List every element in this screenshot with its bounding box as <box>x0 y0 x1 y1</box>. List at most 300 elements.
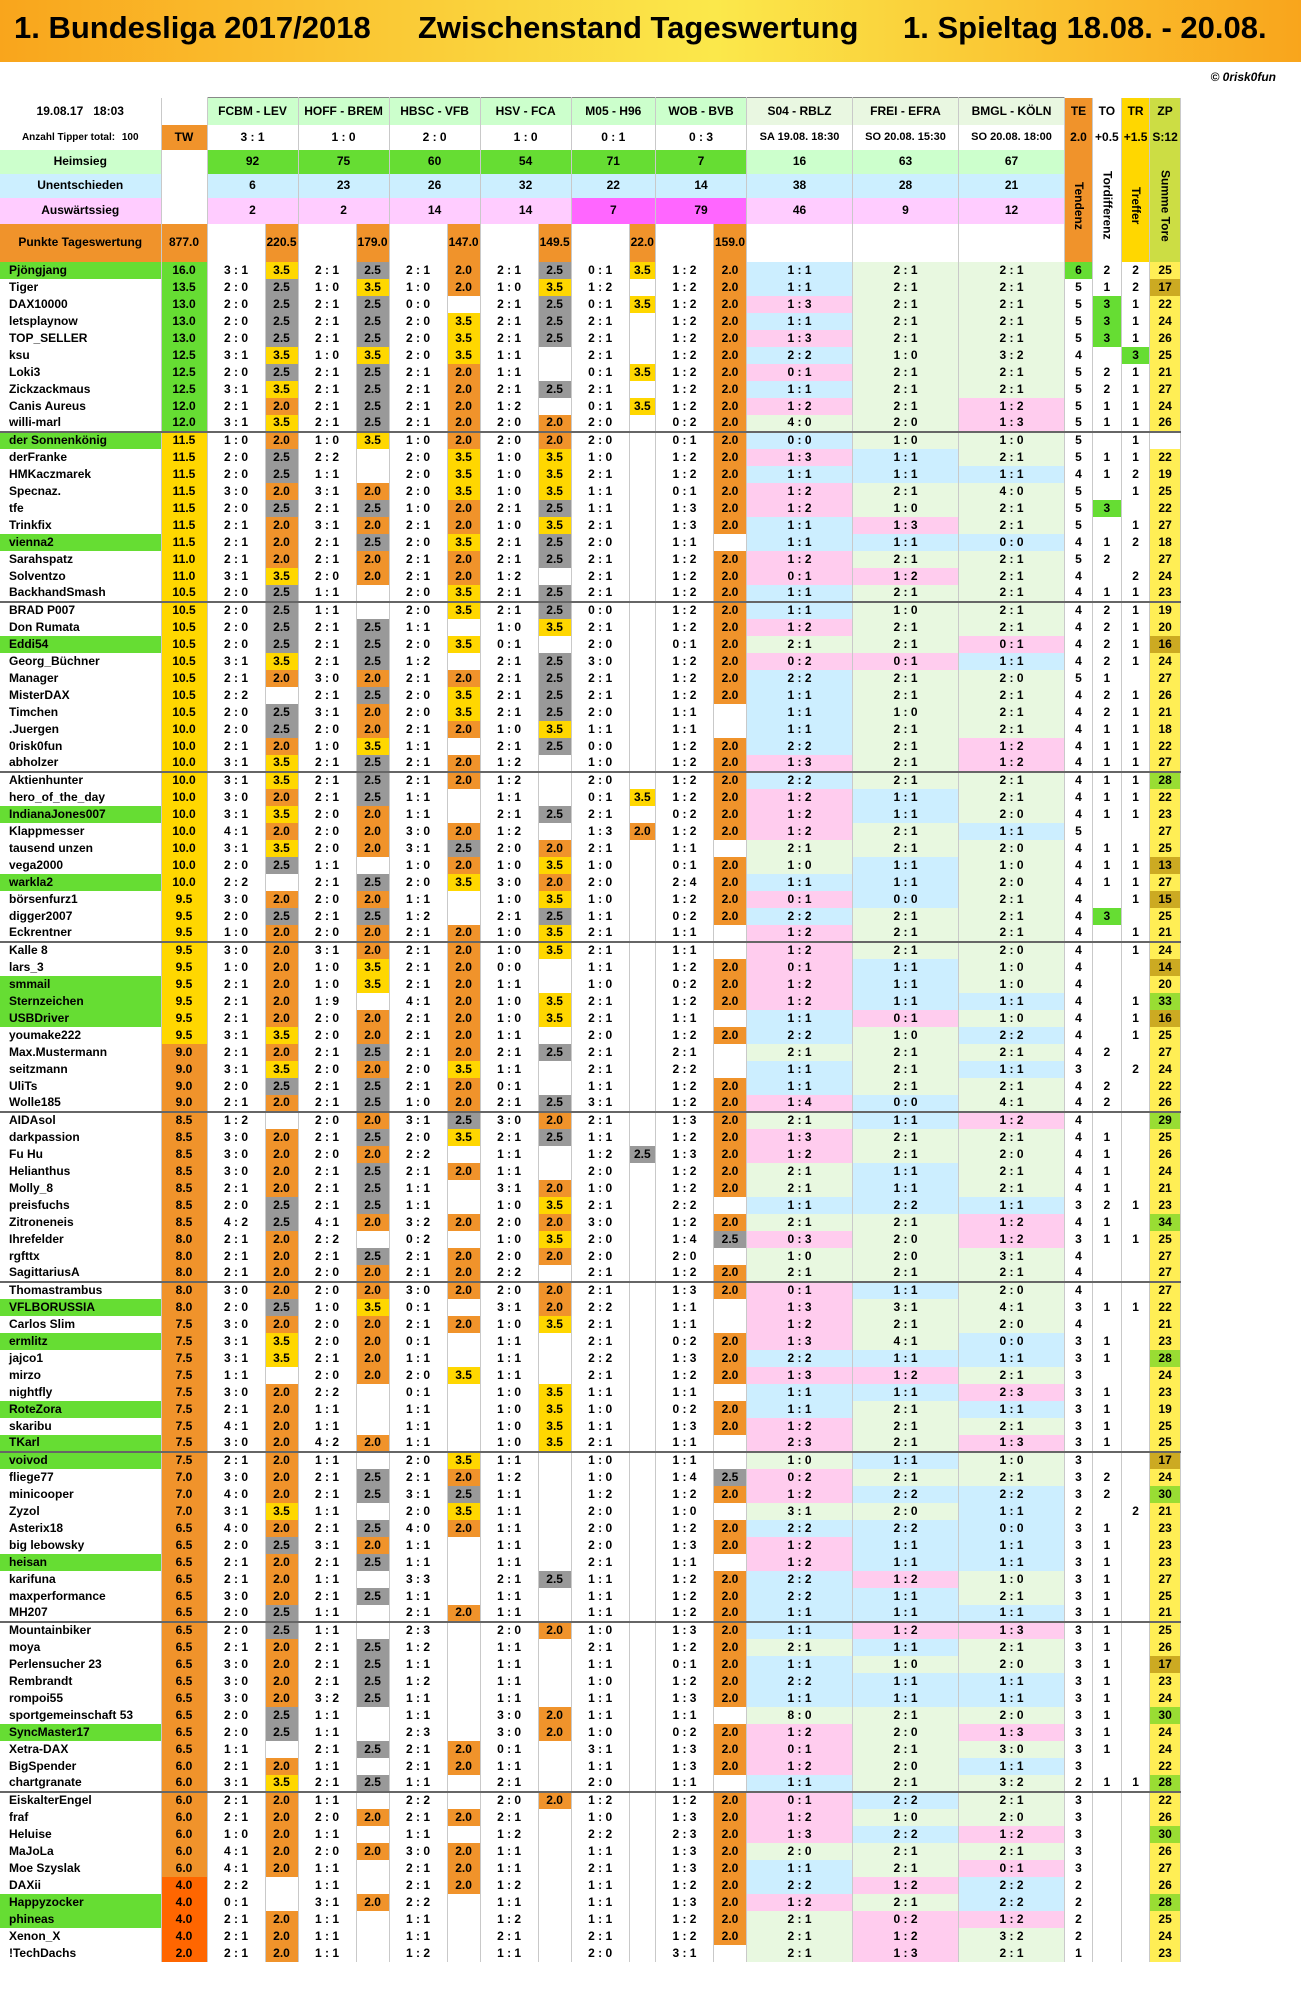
tip-score: 2 : 1 <box>480 534 538 551</box>
tipper-name: fraf <box>0 1809 161 1826</box>
tipper-name: Eckrentner <box>0 925 161 942</box>
tip-points: 3.5 <box>447 602 480 619</box>
tip-points <box>538 1690 571 1707</box>
tip-score: 2 : 1 <box>298 381 356 398</box>
open-tip: 1 : 3 <box>747 1129 853 1146</box>
tip-points: 2.0 <box>447 1520 480 1537</box>
tip-score: 0 : 1 <box>655 857 713 874</box>
tip-score: 1 : 0 <box>298 347 356 364</box>
banner-league: 1. Bundesliga 2017/2018 <box>14 10 371 45</box>
tr-count: 1 <box>1121 1299 1150 1316</box>
tip-points <box>629 993 655 1010</box>
tipper-name: der Sonnenkönig <box>0 432 161 449</box>
tip-score: 1 : 1 <box>389 891 447 908</box>
tip-points: 2.5 <box>265 500 298 517</box>
tr-count <box>1121 1605 1150 1622</box>
tip-points: 2.0 <box>713 500 746 517</box>
tip-score: 1 : 1 <box>389 1350 447 1367</box>
to-count: 2 <box>1093 602 1122 619</box>
tip-points: 2.0 <box>713 670 746 687</box>
tip-score: 2 : 1 <box>571 330 629 347</box>
zp-count: 25 <box>1150 908 1180 925</box>
tip-points <box>538 959 571 976</box>
te-count: 3 <box>1065 1741 1093 1758</box>
tip-points: 2.5 <box>265 1537 298 1554</box>
tip-points: 2.0 <box>538 1248 571 1265</box>
to-count: 2 <box>1093 551 1122 568</box>
tagesw-points: 10.0 <box>161 738 207 755</box>
tip-points: 2.0 <box>713 1486 746 1503</box>
tip-points: 3.5 <box>447 483 480 500</box>
tip-points: 2.0 <box>356 925 389 942</box>
tagesw-points: 8.5 <box>161 1163 207 1180</box>
tip-score: 2 : 1 <box>298 1095 356 1112</box>
tip-score: 3 : 1 <box>298 1894 356 1911</box>
zp-count: 22 <box>1150 500 1180 517</box>
tip-points <box>629 1384 655 1401</box>
tipper-name: jajco1 <box>0 1350 161 1367</box>
tip-score: 3 : 0 <box>207 1673 265 1690</box>
to-count: 1 <box>1093 1299 1122 1316</box>
tip-score: 2 : 0 <box>389 1503 447 1520</box>
tip-points: 2.0 <box>447 1605 480 1622</box>
tip-points: 2.0 <box>447 1027 480 1044</box>
tip-score: 1 : 2 <box>571 1486 629 1503</box>
tip-points: 2.5 <box>356 619 389 636</box>
tr-count <box>1121 1758 1150 1775</box>
table-row <box>0 755 1180 772</box>
tip-points <box>538 1809 571 1826</box>
tip-points: 2.0 <box>265 1163 298 1180</box>
tip-score: 2 : 0 <box>207 619 265 636</box>
tip-score: 1 : 0 <box>571 1724 629 1741</box>
tip-score: 2 : 0 <box>207 636 265 653</box>
to-count: 1 <box>1093 1622 1122 1639</box>
tip-points <box>629 1673 655 1690</box>
tip-points: 2.0 <box>265 398 298 415</box>
tip-score: 2 : 0 <box>207 721 265 738</box>
tip-score: 2 : 1 <box>207 551 265 568</box>
open-tip: 2 : 1 <box>853 772 959 789</box>
te-count: 4 <box>1065 993 1093 1010</box>
table-row <box>0 993 1180 1010</box>
tipper-name: 0risk0fun <box>0 738 161 755</box>
tip-score: 2 : 1 <box>480 704 538 721</box>
open-tip: 2 : 1 <box>747 1180 853 1197</box>
tip-points: 2.0 <box>447 1044 480 1061</box>
ausw-count: 14 <box>389 198 480 224</box>
open-tip: 1 : 3 <box>959 1435 1065 1452</box>
tip-score: 2 : 1 <box>207 1792 265 1809</box>
tip-score: 1 : 1 <box>298 1707 356 1724</box>
banner-subtitle: Zwischenstand Tageswertung <box>418 10 859 45</box>
open-tip: 1 : 1 <box>853 959 959 976</box>
tip-score: 1 : 1 <box>389 619 447 636</box>
tip-score: 2 : 1 <box>389 381 447 398</box>
tip-score: 1 : 1 <box>480 1605 538 1622</box>
tip-points: 2.5 <box>538 500 571 517</box>
te-count: 2 <box>1065 1775 1093 1792</box>
tr-count <box>1121 1894 1150 1911</box>
tip-points: 3.5 <box>447 585 480 602</box>
zp-count: 24 <box>1150 1469 1180 1486</box>
punkte-blank <box>747 224 853 262</box>
tr-count: 2 <box>1121 466 1150 483</box>
zp-count: 21 <box>1150 1503 1180 1520</box>
tipper-name: Moe Szyslak <box>0 1860 161 1877</box>
tip-score: 3 : 1 <box>207 1503 265 1520</box>
tip-score: 1 : 1 <box>571 959 629 976</box>
tip-score: 2 : 1 <box>298 1469 356 1486</box>
open-tip: 1 : 2 <box>747 1809 853 1826</box>
tip-score: 2 : 1 <box>298 1588 356 1605</box>
tipper-name: DAXii <box>0 1877 161 1894</box>
tip-points: 2.0 <box>538 1180 571 1197</box>
tr-count: 1 <box>1121 1027 1150 1044</box>
tip-points <box>538 976 571 993</box>
tr-count: 3 <box>1121 347 1150 364</box>
punkte-match: 220.5 <box>265 224 298 262</box>
open-tip: 1 : 2 <box>853 1571 959 1588</box>
tagesw-points: 9.5 <box>161 908 207 925</box>
open-tip: 2 : 1 <box>959 585 1065 602</box>
tip-score: 4 : 2 <box>298 1435 356 1452</box>
open-tip: 2 : 3 <box>747 1435 853 1452</box>
tr-count <box>1121 1112 1150 1129</box>
te-count: 4 <box>1065 1112 1093 1129</box>
tipper-name: nightfly <box>0 1384 161 1401</box>
open-tip: 1 : 1 <box>959 1401 1065 1418</box>
unent-count: 28 <box>853 174 959 198</box>
tip-points <box>538 1877 571 1894</box>
match-header: FREI - EFRA <box>853 98 959 125</box>
tagesw-points: 6.5 <box>161 1724 207 1741</box>
tip-score: 1 : 1 <box>480 1367 538 1384</box>
open-tip: 2 : 1 <box>853 313 959 330</box>
tip-points <box>538 1367 571 1384</box>
to-count: 1 <box>1093 1724 1122 1741</box>
open-tip: 2 : 1 <box>959 1945 1065 1962</box>
zp-count: 23 <box>1150 585 1180 602</box>
tip-points: 2.0 <box>447 1469 480 1486</box>
te-header: TE <box>1065 98 1093 125</box>
tipper-name: derFranke <box>0 449 161 466</box>
zp-count: 23 <box>1150 1333 1180 1350</box>
tip-points: 2.5 <box>265 1078 298 1095</box>
tip-points <box>713 1945 746 1962</box>
tip-score: 2 : 1 <box>298 653 356 670</box>
table-row <box>0 687 1180 704</box>
tip-points: 2.0 <box>265 1860 298 1877</box>
open-tip: 1 : 1 <box>853 1588 959 1605</box>
tip-points <box>356 1622 389 1639</box>
tip-score: 1 : 3 <box>655 1418 713 1435</box>
unent-label: Unentschieden <box>0 174 161 198</box>
tip-points: 3.5 <box>356 279 389 296</box>
tip-points: 2.5 <box>265 857 298 874</box>
tip-points: 2.5 <box>356 1197 389 1214</box>
tip-points <box>713 1435 746 1452</box>
tip-score: 2 : 0 <box>389 1367 447 1384</box>
tip-score: 1 : 1 <box>571 1877 629 1894</box>
te-count: 3 <box>1065 1231 1093 1248</box>
table-row <box>0 381 1180 398</box>
tip-score: 1 : 1 <box>480 1945 538 1962</box>
tip-score: 2 : 0 <box>389 704 447 721</box>
tipper-name: BRAD P007 <box>0 602 161 619</box>
tip-score: 3 : 1 <box>207 1027 265 1044</box>
open-tip: 1 : 1 <box>747 279 853 296</box>
tip-score: 2 : 0 <box>207 602 265 619</box>
tip-score: 2 : 1 <box>298 755 356 772</box>
open-tip: 1 : 2 <box>747 823 853 840</box>
tip-score: 2 : 1 <box>389 925 447 942</box>
tip-score: 1 : 2 <box>655 993 713 1010</box>
tip-points <box>629 1197 655 1214</box>
to-count: 1 <box>1093 1520 1122 1537</box>
table-row <box>0 823 1180 840</box>
tip-points: 2.0 <box>713 755 746 772</box>
tip-score: 3 : 1 <box>207 415 265 432</box>
tip-points <box>265 687 298 704</box>
to-count <box>1093 993 1122 1010</box>
tip-points <box>629 602 655 619</box>
open-tip: 2 : 1 <box>959 1163 1065 1180</box>
open-tip: 1 : 3 <box>747 330 853 347</box>
tipper-name: willi-marl <box>0 415 161 432</box>
tip-score: 1 : 2 <box>655 1078 713 1095</box>
tr-count: 2 <box>1121 262 1150 279</box>
tip-points <box>629 1231 655 1248</box>
tipper-name: Loki3 <box>0 364 161 381</box>
open-tip: 2 : 1 <box>853 279 959 296</box>
tip-score: 2 : 0 <box>480 1214 538 1231</box>
tip-points: 2.0 <box>713 1741 746 1758</box>
tagesw-points: 7.0 <box>161 1469 207 1486</box>
tipper-name: Max.Mustermann <box>0 1044 161 1061</box>
tip-score: 2 : 0 <box>389 466 447 483</box>
tip-points: 2.0 <box>447 1010 480 1027</box>
tip-points <box>538 1027 571 1044</box>
open-tip: 1 : 1 <box>853 874 959 891</box>
tip-points <box>629 1639 655 1656</box>
tagesw-points: 13.0 <box>161 313 207 330</box>
tip-points: 2.0 <box>265 1554 298 1571</box>
tip-points: 3.5 <box>629 262 655 279</box>
open-tip: 2 : 2 <box>747 772 853 789</box>
ausw-count: 14 <box>480 198 571 224</box>
to-count: 1 <box>1093 1146 1122 1163</box>
tip-score: 2 : 1 <box>389 1809 447 1826</box>
tagesw-points: 9.0 <box>161 1061 207 1078</box>
te-count: 4 <box>1065 585 1093 602</box>
tip-points: 3.5 <box>538 1384 571 1401</box>
te-count: 6 <box>1065 262 1093 279</box>
tip-points: 3.5 <box>447 1367 480 1384</box>
tip-points: 2.0 <box>713 1928 746 1945</box>
tr-count <box>1121 1418 1150 1435</box>
open-tip: 2 : 2 <box>747 1571 853 1588</box>
to-count <box>1093 925 1122 942</box>
zp-count: 25 <box>1150 1911 1180 1928</box>
tip-score: 1 : 1 <box>480 1860 538 1877</box>
tagesw-points: 10.5 <box>161 585 207 602</box>
tip-score: 1 : 0 <box>298 279 356 296</box>
tip-score: 2 : 1 <box>571 1554 629 1571</box>
open-tip: 2 : 1 <box>853 551 959 568</box>
tagesw-points: 10.5 <box>161 602 207 619</box>
to-count <box>1093 1027 1122 1044</box>
tip-points: 2.0 <box>538 1707 571 1724</box>
tip-score: 3 : 1 <box>207 755 265 772</box>
tip-points <box>447 1928 480 1945</box>
tip-points <box>629 585 655 602</box>
tip-points: 2.0 <box>447 1316 480 1333</box>
tr-count <box>1121 1622 1150 1639</box>
tip-score: 2 : 0 <box>480 415 538 432</box>
tipper-name: UliTs <box>0 1078 161 1095</box>
tip-points: 3.5 <box>356 347 389 364</box>
tip-points: 2.5 <box>356 1469 389 1486</box>
te-count: 4 <box>1065 925 1093 942</box>
tip-points: 2.5 <box>538 602 571 619</box>
tip-points <box>447 1588 480 1605</box>
tip-score: 2 : 1 <box>298 1197 356 1214</box>
tip-points <box>538 1537 571 1554</box>
tip-score: 2 : 1 <box>298 789 356 806</box>
tip-score: 1 : 2 <box>571 279 629 296</box>
tip-points <box>538 772 571 789</box>
tip-points: 2.0 <box>265 534 298 551</box>
tip-score: 1 : 2 <box>655 330 713 347</box>
tip-points: 2.0 <box>265 1401 298 1418</box>
te-count: 3 <box>1065 1826 1093 1843</box>
tagesw-points: 9.5 <box>161 993 207 1010</box>
tip-points: 2.5 <box>356 1163 389 1180</box>
tip-points: 2.0 <box>713 1078 746 1095</box>
tip-score: 2 : 0 <box>571 1163 629 1180</box>
tw-header: TW <box>161 125 207 150</box>
zp-count: 25 <box>1150 1129 1180 1146</box>
tip-points <box>629 1622 655 1639</box>
tagesw-points: 11.0 <box>161 551 207 568</box>
to-count <box>1093 1809 1122 1826</box>
tip-score: 2 : 1 <box>207 1758 265 1775</box>
tip-score: 2 : 1 <box>571 517 629 534</box>
tip-score: 3 : 0 <box>207 942 265 959</box>
tip-points: 2.5 <box>356 789 389 806</box>
table-row <box>0 1554 1180 1571</box>
tip-points: 2.5 <box>356 500 389 517</box>
tagesw-points: 4.0 <box>161 1894 207 1911</box>
tip-points: 2.5 <box>356 1129 389 1146</box>
zp-count: 22 <box>1150 1299 1180 1316</box>
te-count: 4 <box>1065 687 1093 704</box>
te-count: 5 <box>1065 449 1093 466</box>
open-tip: 2 : 1 <box>853 1214 959 1231</box>
tagesw-points: 6.0 <box>161 1843 207 1860</box>
tip-points: 3.5 <box>356 976 389 993</box>
open-tip: 1 : 2 <box>747 398 853 415</box>
tr-count <box>1121 1826 1150 1843</box>
open-tip: 2 : 0 <box>959 1707 1065 1724</box>
zp-value: S:12 <box>1150 125 1180 150</box>
tr-count: 1 <box>1121 415 1150 432</box>
tr-count: 1 <box>1121 704 1150 721</box>
table-row <box>0 1673 1180 1690</box>
tip-score: 1 : 1 <box>480 1656 538 1673</box>
tr-count <box>1121 1333 1150 1350</box>
tagesw-points: 6.5 <box>161 1690 207 1707</box>
open-tip: 2 : 1 <box>959 313 1065 330</box>
tip-points <box>447 1792 480 1809</box>
to-count: 1 <box>1093 789 1122 806</box>
tip-points <box>447 1401 480 1418</box>
tip-score: 2 : 1 <box>571 619 629 636</box>
tip-score: 2 : 1 <box>207 1265 265 1282</box>
tr-count <box>1121 976 1150 993</box>
to-count: 2 <box>1093 619 1122 636</box>
tip-score: 1 : 2 <box>655 1571 713 1588</box>
tip-score: 1 : 0 <box>389 500 447 517</box>
tipper-name: SagittariusA <box>0 1265 161 1282</box>
tip-points <box>447 1826 480 1843</box>
tip-score: 0 : 2 <box>655 1401 713 1418</box>
treffer-label <box>1121 150 1150 262</box>
punkte-match: 149.5 <box>538 224 571 262</box>
open-tip: 1 : 1 <box>853 449 959 466</box>
tip-score: 3 : 1 <box>207 262 265 279</box>
tip-points: 2.5 <box>356 1044 389 1061</box>
open-tip: 2 : 1 <box>853 738 959 755</box>
open-tip: 1 : 1 <box>747 1605 853 1622</box>
tagesw-points: 11.0 <box>161 568 207 585</box>
tip-score: 3 : 0 <box>207 1469 265 1486</box>
to-count <box>1093 1316 1122 1333</box>
tagesw-points: 13.0 <box>161 296 207 313</box>
tip-score: 2 : 1 <box>298 874 356 891</box>
te-count: 4 <box>1065 908 1093 925</box>
tip-score: 2 : 2 <box>389 1894 447 1911</box>
to-count: 1 <box>1093 1673 1122 1690</box>
te-count: 3 <box>1065 1384 1093 1401</box>
tip-score: 3 : 1 <box>655 1945 713 1962</box>
tip-points: 2.0 <box>538 432 571 449</box>
zp-count: 16 <box>1150 636 1180 653</box>
tip-score: 1 : 3 <box>655 1894 713 1911</box>
te-count: 1 <box>1065 1945 1093 1962</box>
tip-points <box>629 1044 655 1061</box>
tip-points <box>629 483 655 500</box>
open-tip: 1 : 1 <box>853 789 959 806</box>
open-tip: 1 : 1 <box>959 1605 1065 1622</box>
tr-count <box>1121 1673 1150 1690</box>
tip-score: 2 : 0 <box>389 330 447 347</box>
tip-points: 2.0 <box>265 1911 298 1928</box>
tip-score: 2 : 1 <box>480 908 538 925</box>
ausw-count: 7 <box>571 198 655 224</box>
tr-count: 1 <box>1121 755 1150 772</box>
tr-count: 1 <box>1121 313 1150 330</box>
open-tip: 2 : 1 <box>747 636 853 653</box>
tip-score: 0 : 1 <box>571 364 629 381</box>
tip-points <box>447 1231 480 1248</box>
tip-score: 2 : 1 <box>298 1248 356 1265</box>
tip-points <box>447 806 480 823</box>
tr-count <box>1121 1741 1150 1758</box>
tip-score: 1 : 1 <box>298 857 356 874</box>
standings-table <box>0 97 1181 1962</box>
